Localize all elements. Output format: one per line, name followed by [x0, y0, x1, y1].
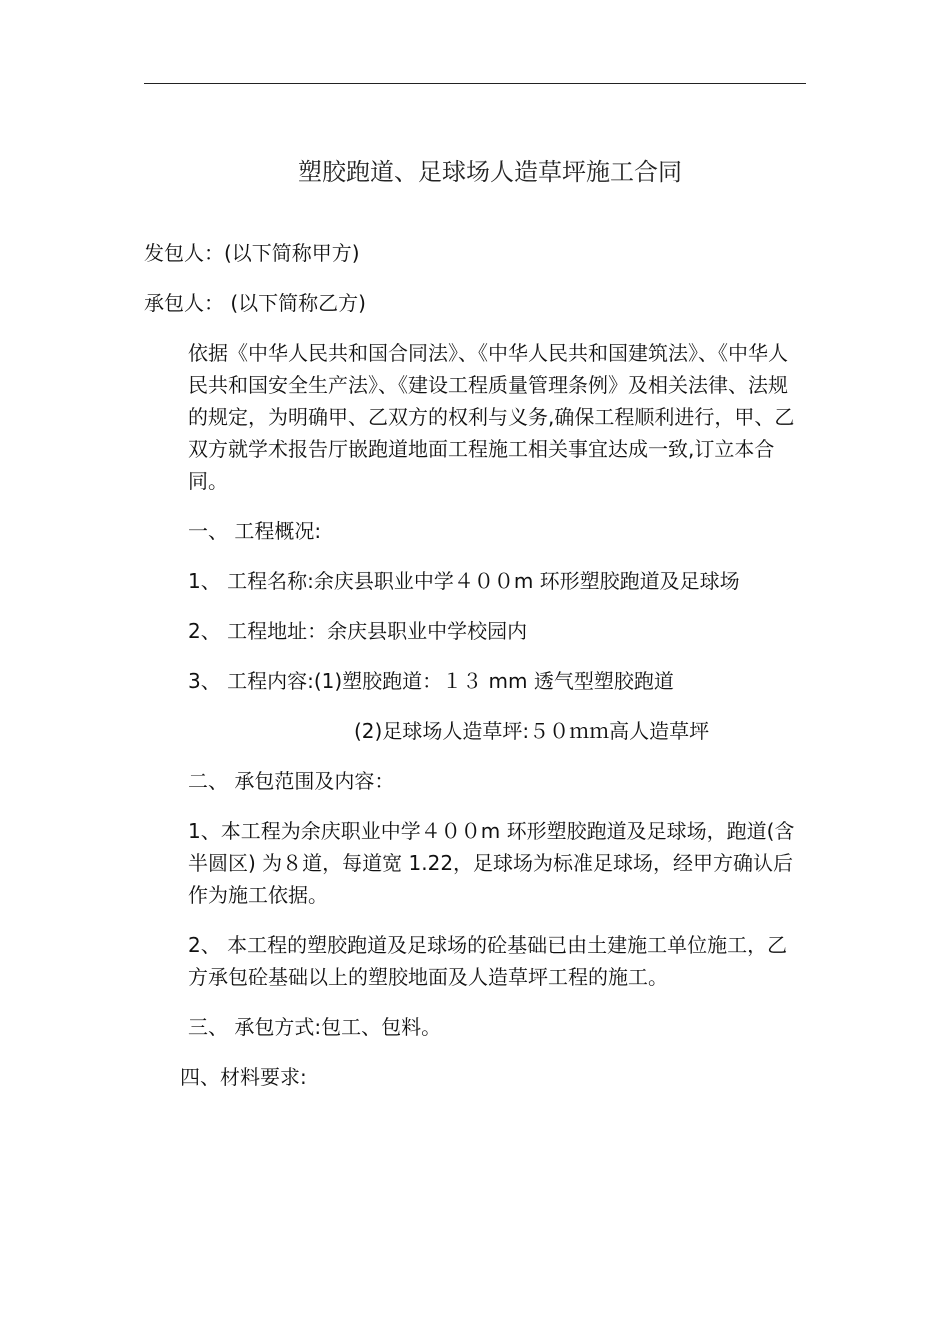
- item-project-content-sub: (2)足球场人造草坪:５０ｍｍ高人造草坪: [354, 719, 710, 743]
- preamble-paragraph: 依据《中华人民共和国合同法》、《中华人民共和国建筑法》、《中华人民共和国安全生产法》、《建设工程质量管理条例》及相关法律、法规的规定，为明确甲、乙双方的权利与义务,确保工程顺利进行，甲、乙双方就学术报告厅嵌跑道地面工程施工相关事宜达成一致,订立本合同。: [188, 341, 795, 493]
- header-rule: [144, 83, 806, 84]
- item-project-content: 3、 工程内容:(1)塑胶跑道：１３ mm 透气型塑胶跑道: [188, 669, 674, 693]
- section-heading-2: 二、 承包范围及内容：: [188, 769, 395, 793]
- scope-paragraph-2: 2、 本工程的塑胶跑道及足球场的砼基础已由土建施工单位施工，乙方承包砼基础以上的塑胶地面及人造草坪工程的施工。: [188, 933, 788, 989]
- item-project-address: 2、 工程地址：余庆县职业中学校园内: [188, 619, 528, 643]
- scope-paragraph-1: 1、本工程为余庆职业中学４００m 环形塑胶跑道及足球场，跑道(含半圆区) 为８道，每道宽 1.22，足球场为标准足球场，经甲方确认后作为施工依据。: [188, 819, 795, 907]
- party-a-line: 发包人：(以下简称甲方): [144, 241, 360, 265]
- section-heading-1: 一、 工程概况:: [188, 519, 322, 543]
- item-project-name: 1、 工程名称:余庆县职业中学４００m 环形塑胶跑道及足球场: [188, 569, 740, 593]
- section-heading-4: 四、材料要求:: [180, 1065, 307, 1089]
- party-b-line: 承包人： (以下简称乙方): [144, 291, 366, 315]
- section-heading-3: 三、 承包方式:包工、包料。: [188, 1015, 442, 1039]
- document-body: [144, 228, 806, 1102]
- document-title: 塑胶跑道、足球场人造草坪施工合同: [298, 158, 682, 186]
